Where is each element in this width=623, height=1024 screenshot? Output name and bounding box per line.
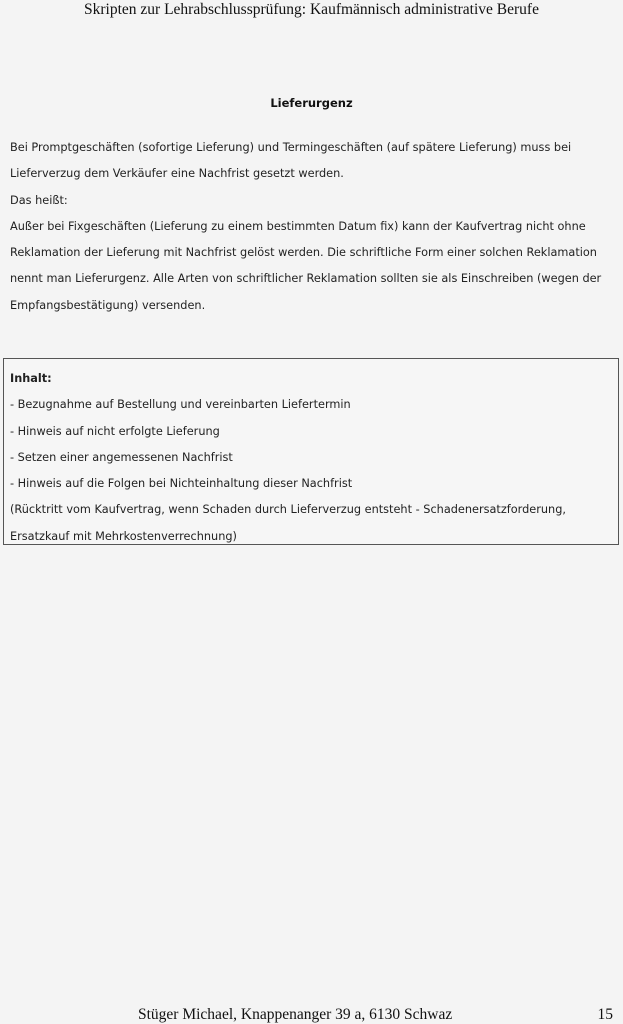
page-footer xyxy=(0,1005,623,1024)
contents-item: (Rücktritt vom Kaufvertrag, wenn Schaden durch Lieferverzug entsteht - Schadenersatzforderung, xyxy=(10,503,566,517)
contents-heading: Inhalt: xyxy=(10,372,52,385)
contents-item: - Setzen einer angemessenen Nachfrist xyxy=(10,450,233,464)
intro-line: nennt man Lieferurgenz. Alle Arten von schriftlicher Reklamation sollten sie als Einschreiben (wegen der xyxy=(10,272,602,286)
page-number: 15 xyxy=(597,1006,613,1023)
contents-list xyxy=(10,369,614,553)
contents-item: - Hinweis auf nicht erfolgte Lieferung xyxy=(10,424,220,438)
intro-paragraph xyxy=(10,138,615,322)
contents-item: - Hinweis auf die Folgen bei Nichteinhaltung dieser Nachfrist xyxy=(10,477,353,491)
contents-item: Ersatzkauf mit Mehrkostenverrechnung) xyxy=(10,529,237,543)
intro-line: Bei Promptgeschäften (sofortige Lieferung) und Termingeschäften (auf spätere Lieferung) muss bei xyxy=(10,141,572,154)
intro-line: Empfangsbestätigung) versenden. xyxy=(10,298,206,312)
contents-item: - Bezugnahme auf Bestellung und vereinbarten Liefertermin xyxy=(10,398,351,412)
intro-line: Außer bei Fixgeschäften (Lieferung zu einem bestimmten Datum fix) kann der Kaufvertrag nicht ohne xyxy=(10,219,586,233)
contents-box xyxy=(3,358,619,545)
intro-line: Lieferverzug dem Verkäufer eine Nachfrist gesetzt werden. xyxy=(10,167,344,181)
intro-line: Reklamation der Lieferung mit Nachfrist gelöst werden. Die schriftliche Form einer solchen Reklamation xyxy=(10,246,597,260)
intro-line: Das heißt: xyxy=(10,193,68,207)
running-header: Skripten zur Lehrabschlussprüfung: Kaufmännisch administrative Berufe xyxy=(84,1,539,18)
footer-address: Stüger Michael, Knappenanger 39 a, 6130 Schwaz xyxy=(138,1006,453,1023)
document-title: Lieferurgenz xyxy=(270,96,353,110)
